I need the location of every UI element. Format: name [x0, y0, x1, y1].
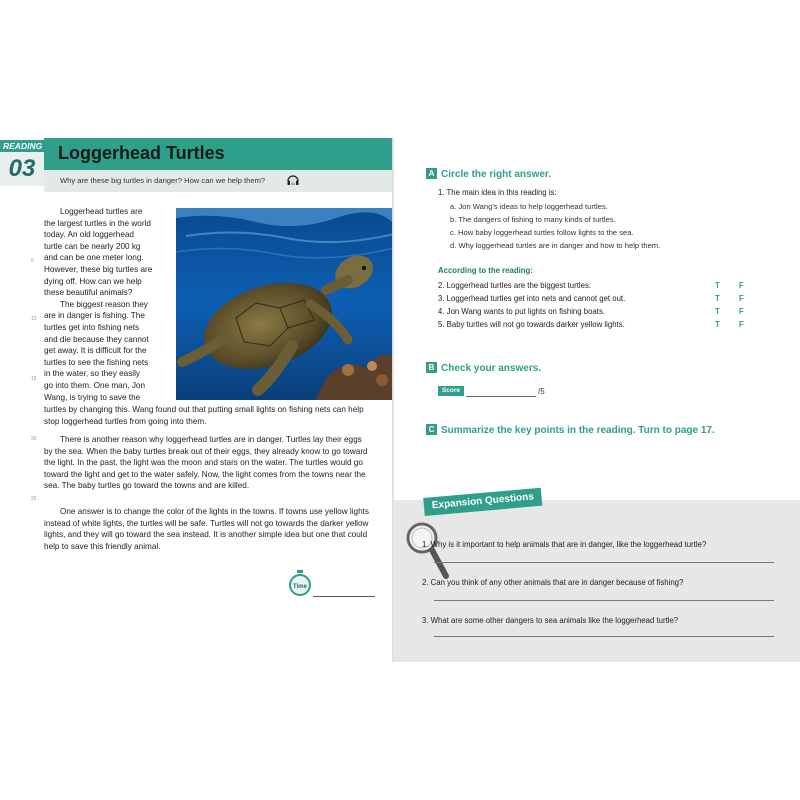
text-line: Loggerhead turtles are	[60, 207, 143, 216]
score-input-line[interactable]	[466, 396, 536, 397]
expansion-question-2: 2. Can you think of any other animals that are in danger because of fishing?	[422, 578, 684, 587]
reading-subtitle: Why are these big turtles in danger? How can we help them?	[60, 176, 266, 185]
answer-line[interactable]	[434, 636, 774, 637]
tf-question: 3. Loggerhead turtles get into nets and cannot get out.	[438, 294, 626, 303]
score-total: /5	[538, 387, 545, 396]
true-false-row	[438, 281, 748, 293]
tf-question: 2. Loggerhead turtles are the biggest turtles.	[438, 281, 592, 290]
reading-number: 03	[0, 152, 44, 186]
headphones-icon[interactable]	[286, 173, 300, 187]
timer-label: Time	[293, 584, 307, 590]
true-option[interactable]: T	[715, 294, 720, 303]
turtle-photo	[176, 208, 394, 400]
text-line: in the water, so they easily	[44, 369, 141, 379]
answer-option-d[interactable]: d. Why loggerhead turtles are in danger and how to help them.	[450, 241, 661, 250]
section-b-heading	[426, 362, 541, 374]
expansion-question-1: 1. Why is it important to help animals that are in danger, like the loggerhead turtle?	[422, 540, 707, 549]
text-line: However, these big turtles are	[44, 264, 153, 274]
title-band	[44, 138, 394, 170]
true-false-row	[438, 294, 748, 306]
expansion-question-3: 3. What are some other dangers to sea animals like the loggerhead turtle?	[422, 616, 679, 625]
line-number: 5	[31, 258, 34, 264]
text-line: Wang, is trying to save the	[44, 392, 141, 402]
text-line: and can be one meter long.	[44, 253, 144, 263]
expansion-label: Expansion Questions	[423, 488, 542, 516]
section-a-heading	[426, 168, 551, 180]
line-number: 25	[31, 496, 37, 502]
text-line: these beautiful animals?	[44, 288, 133, 298]
true-option[interactable]: T	[715, 307, 720, 316]
text-line: get away. It is difficult for the	[44, 346, 147, 356]
text-line: turtles get into fishing nets	[44, 322, 140, 332]
answer-option-b[interactable]: b. The dangers of fishing to many kinds of turtles.	[450, 215, 616, 224]
text-line: turtles to see the fishing nets	[44, 357, 149, 367]
text-line: the largest turtles in the world	[44, 218, 151, 228]
section-letter: C	[426, 424, 437, 435]
question-1: 1. The main idea in this reading is:	[438, 188, 557, 197]
right-page	[394, 138, 800, 662]
subtitle-band	[44, 170, 394, 192]
reading-paragraph: There is another reason why loggerhead turtles are in danger. Turtles lay their eggs by the sea. When the baby turtles break out of their eggs, they already know to go toward the light. In the past, the light was the moon and stars on the water. The turtles would go toward the light and get to the water safely. Now, the light comes from the towns near the sea. The baby turtles go toward the towns and are killed.	[44, 435, 368, 491]
false-option[interactable]: F	[739, 320, 744, 329]
text-line: turtle can be nearly 200 kg	[44, 241, 141, 251]
score-badge: Score	[438, 386, 464, 396]
reading-label: READING	[0, 140, 44, 152]
textbook-spread	[0, 138, 800, 662]
text-line: and die because they cannot	[44, 334, 149, 344]
false-option[interactable]: F	[739, 281, 744, 290]
true-option[interactable]: T	[715, 320, 720, 329]
section-heading-text: Circle the right answer.	[441, 169, 552, 180]
true-false-row	[438, 307, 748, 319]
true-false-row	[438, 320, 748, 332]
line-number: 15	[31, 376, 37, 382]
reading-intro-column	[44, 206, 172, 403]
time-answer-line[interactable]	[313, 596, 375, 597]
stopwatch-icon	[289, 570, 311, 596]
line-number: 20	[31, 436, 37, 442]
line-number: 10	[31, 316, 37, 322]
reading-paragraph: turtles by changing this. Wang found out that putting small lights on fishing nets can help stop loggerhead turtles from going into them.	[44, 405, 364, 426]
false-option[interactable]: F	[739, 294, 744, 303]
answer-line[interactable]	[434, 600, 774, 601]
true-option[interactable]: T	[715, 281, 720, 290]
answer-line[interactable]	[434, 562, 774, 563]
text-line: today. An old loggerhead	[44, 230, 134, 240]
false-option[interactable]: F	[739, 307, 744, 316]
section-c-heading	[426, 424, 715, 436]
left-page	[0, 138, 394, 662]
answer-option-c[interactable]: c. How baby loggerhead turtles follow lights to the sea.	[450, 228, 634, 237]
text-line: dying off. How can we help	[44, 276, 142, 286]
reading-paragraph: One answer is to change the color of the lights in the towns. If towns use yellow lights instead of white lights, the turtles will be safe. Turtles will not go towards the darker yellow lights, and they will go toward the sea instead. It is another simple idea but one that could help to save this friendly animal.	[44, 507, 370, 551]
section-heading-text: Summarize the key points in the reading. Turn to page 17.	[441, 425, 715, 436]
tf-question: 4. Jon Wang wants to put lights on fishing boats.	[438, 307, 606, 316]
tf-question: 5. Baby turtles will not go towards darker yellow lights.	[438, 320, 625, 329]
section-heading-text: Check your answers.	[441, 363, 542, 374]
text-line: are in danger is fishing. The	[44, 311, 145, 321]
section-letter: B	[426, 362, 437, 373]
text-line: The biggest reason they	[60, 299, 148, 309]
audio-track-number: 03	[291, 182, 295, 186]
answer-option-a[interactable]: a. Jon Wang's ideas to help loggerhead turtles.	[450, 202, 608, 211]
text-line: go into them. One man, Jon	[44, 380, 146, 390]
section-letter: A	[426, 168, 437, 179]
according-heading: According to the reading:	[438, 266, 533, 275]
page-title: Loggerhead Turtles	[58, 143, 225, 163]
